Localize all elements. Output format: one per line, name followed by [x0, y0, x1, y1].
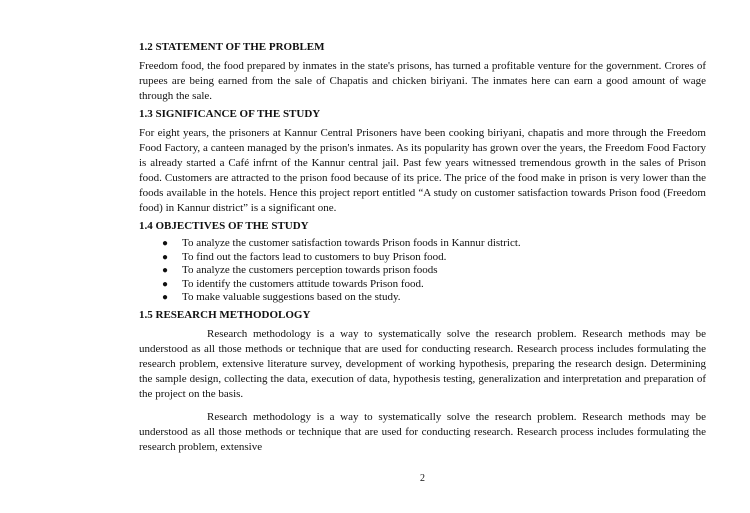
bullet-icon: ● — [162, 278, 169, 290]
bullet-icon: ● — [162, 292, 169, 303]
significance-heading: 1.3 SIGNIFICANCE OF THE STUDY — [139, 108, 321, 120]
bullet-icon: ● — [162, 238, 169, 249]
list-item — [162, 251, 706, 265]
problem-text: Freedom food, the food prepared by inmates in the state's prisons, has turned a profitable venture for the government. Crores of rupees are being earned from the sale of Chapatis and chicken biriyani. The inmates here can earn a good amount of wage through the sale. — [139, 60, 706, 102]
objective-text: To analyze the customers perception towards prison foods — [182, 264, 438, 276]
list-item — [162, 264, 706, 278]
list-item — [162, 278, 706, 292]
objectives-list — [139, 237, 706, 305]
list-item — [162, 237, 706, 251]
objective-text: To make valuable suggestions based on the study. — [182, 291, 401, 303]
objective-text: To find out the factors lead to customers to buy Prison food. — [182, 250, 447, 263]
objective-text: To analyze the customer satisfaction towards Prison foods in Kannur district. — [182, 237, 521, 249]
problem-heading: 1.2 STATEMENT OF THE PROBLEM — [139, 41, 325, 53]
objectives-heading: 1.4 OBJECTIVES OF THE STUDY — [139, 220, 309, 232]
list-item — [162, 291, 706, 305]
methodology-heading: 1.5 RESEARCH METHODOLOGY — [139, 308, 311, 321]
methodology-paragraph-2: Research methodology is a way to systematically solve the research problem. Research methods may be understood as all those methods or technique that are used for conducting research. Research process includes formulating the research problem, extensive — [139, 410, 706, 453]
page-number: 2 — [420, 473, 425, 484]
methodology-paragraph-1: Research methodology is a way to systematically solve the research problem. Research methods may be understood as all those methods or technique that are used for conducting research. Research process includes formulating the research problem, extensive literature survey, development of working hypothesis, preparing the research design. Determining the sample design, collecting the data, execution of data, hypothesis testing, generalization and interpretation and preparation of the project on the basis. — [139, 327, 706, 400]
bullet-icon: ● — [162, 265, 169, 276]
significance-text: For eight years, the prisoners at Kannur Central Prisoners have been cooking biriyani, chapatis and more through the Freedom Food Factory, a canteen managed by the prison's inmates. As its popularity has grown over the years, the Freedom Food Factory is already started a Café infrnt of the Kannur central jail. Past few years witnessed tremendous growth in the sales of Prison food. Customers are attracted to the prison food because of its price. The price of the food make in prison is very lower than the foods available in the hotels. Hence this project report entitled “A study on customer satisfaction towards Prison food (Freedom food) in Kannur district” is a significant one. — [139, 127, 706, 214]
objective-text: To identify the customers attitude towards Prison food. — [182, 277, 424, 290]
bullet-icon: ● — [162, 251, 169, 263]
